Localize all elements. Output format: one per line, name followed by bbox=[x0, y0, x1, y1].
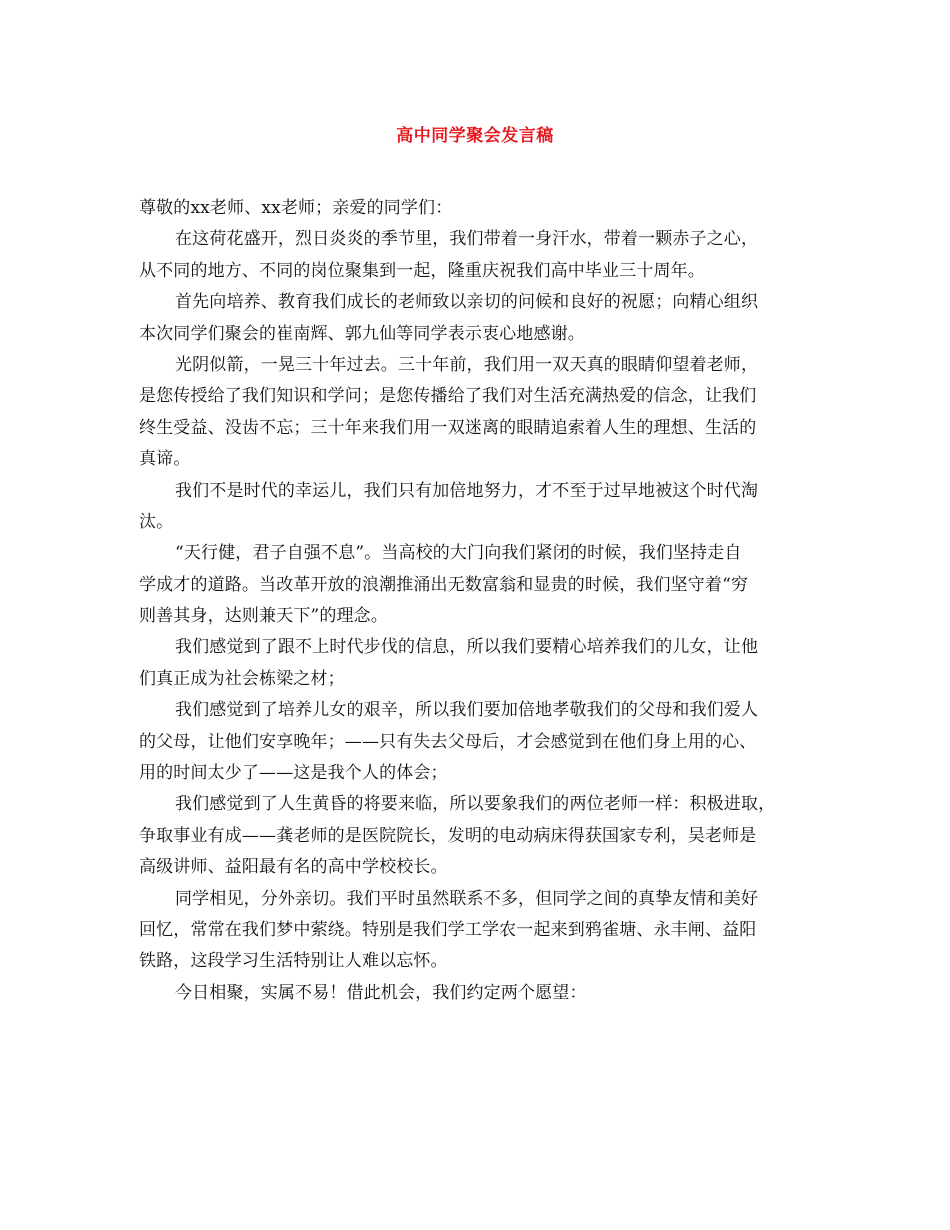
document-title: 高中同学聚会发言稿 bbox=[396, 126, 554, 146]
paragraph-first-line: 同学相见，分外亲切。我们平时虽然联系不多，但同学之间的真挚友情和美好 bbox=[175, 888, 759, 909]
paragraph-line: 则善其身，达则兼天下”的理念。 bbox=[139, 606, 388, 627]
paragraph-line: 们真正成为社会栋梁之材； bbox=[139, 668, 345, 689]
paragraph-first-line: “天行健，君子自强不息”。当高校的大门向我们紧闭的时候，我们坚持走自 bbox=[175, 543, 742, 564]
paragraph-first-line: 首先向培养、教育我们成长的老师致以亲切的问候和良好的祝愿；向精心组织 bbox=[175, 292, 759, 313]
paragraph-line: 尊敬的xx老师、xx老师；亲爱的同学们： bbox=[139, 198, 453, 218]
paragraph-line: 从不同的地方、不同的岗位聚集到一起，隆重庆祝我们高中毕业三十周年。 bbox=[139, 260, 705, 281]
paragraph-first-line: 光阴似箭，一晃三十年过去。三十年前，我们用一双天真的眼睛仰望着老师， bbox=[175, 354, 759, 375]
paragraph-line: 的父母，让他们安享晚年；——只有失去父母后，才会感觉到在他们身上用的心、 bbox=[139, 731, 757, 752]
paragraph-line: 回忆，常常在我们梦中萦绕。特别是我们学工学农一起来到鸦雀塘、永丰闸、益阳 bbox=[139, 919, 757, 940]
paragraph-line: 高级讲师、益阳最有名的高中学校校长。 bbox=[139, 857, 448, 878]
paragraph-first-line: 我们感觉到了跟不上时代步伐的信息，所以我们要精心培养我们的儿女，让他 bbox=[175, 637, 759, 658]
paragraph-line: 学成才的道路。当改革开放的浪潮推涌出无数富翁和显贵的时候，我们坚守着“穷 bbox=[139, 574, 749, 595]
paragraph-line: 用的时间太少了——这是我个人的体会； bbox=[139, 763, 448, 784]
paragraph-line: 真谛。 bbox=[139, 449, 191, 470]
paragraph-line: 本次同学们聚会的崔南辉、郭九仙等同学表示衷心地感谢。 bbox=[139, 323, 585, 344]
paragraph-line: 是您传授给了我们知识和学问；是您传播给了我们对生活充满热爱的信念，让我们 bbox=[139, 386, 757, 407]
document-body bbox=[139, 193, 821, 1009]
paragraph-line: 终生受益、没齿不忘；三十年来我们用一双迷离的眼睛追索着人生的理想、生活的 bbox=[139, 417, 757, 438]
paragraph-first-line: 我们感觉到了人生黄昏的将要来临，所以要象我们的两位老师一样：积极进取， bbox=[175, 794, 776, 815]
paragraph-line: 汰。 bbox=[139, 511, 174, 532]
paragraph-first-line: 在这荷花盛开，烈日炎炎的季节里，我们带着一身汗水，带着一颗赤子之心， bbox=[175, 229, 759, 250]
paragraph-first-line: 我们感觉到了培养儿女的艰辛，所以我们要加倍地孝敬我们的父母和我们爱人 bbox=[175, 700, 759, 721]
paragraph-first-line: 我们不是时代的幸运儿，我们只有加倍地努力，才不至于过早地被这个时代淘 bbox=[175, 480, 759, 501]
paragraph-line: 争取事业有成——龚老师的是医院院长，发明的电动病床得获国家专利，吴老师是 bbox=[139, 825, 757, 846]
paragraph-line: 铁路，这段学习生活特别让人难以忘怀。 bbox=[139, 951, 448, 972]
paragraph-first-line: 今日相聚，实属不易！借此机会，我们约定两个愿望： bbox=[175, 982, 587, 1003]
